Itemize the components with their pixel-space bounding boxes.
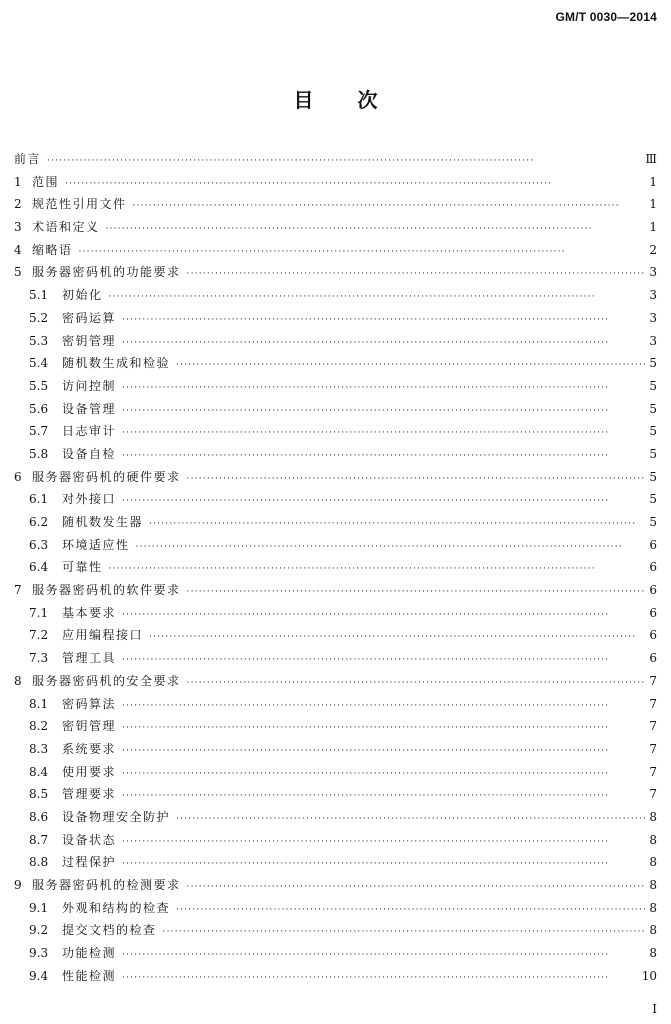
toc-entry-page: 8 <box>649 832 657 847</box>
dot-leader <box>122 332 646 355</box>
toc-entry-label: 服务器密码机的软件要求 <box>32 583 181 598</box>
dot-leader <box>149 513 646 536</box>
toc-entry-label: 初始化 <box>62 288 103 303</box>
dot-leader <box>79 241 646 264</box>
dot-leader <box>187 263 646 286</box>
dot-leader <box>122 717 646 740</box>
toc-entry-number: 9.1 <box>29 900 49 915</box>
toc-entry-number: 7.1 <box>29 605 49 620</box>
toc-entry-label: 服务器密码机的检测要求 <box>32 878 181 892</box>
toc-entry-page: 6 <box>649 628 657 643</box>
toc-entry-page: Ⅲ <box>645 152 657 166</box>
toc-entry-label: 随机数生成和检验 <box>62 356 171 371</box>
toc-entry-page: 5 <box>649 446 657 461</box>
toc-entry-label: 过程保护 <box>62 855 117 870</box>
dot-leader <box>109 558 646 581</box>
toc-entry-page: 5 <box>649 492 657 507</box>
toc-entry-page: 8 <box>649 809 657 824</box>
dot-leader <box>187 672 646 695</box>
dot-leader <box>122 763 646 786</box>
toc-entry-number: 9.3 <box>29 946 49 961</box>
toc-entry-label: 密钥管理 <box>62 719 117 734</box>
toc-entry-number: 6.1 <box>29 492 49 507</box>
toc-entry-number: 7.2 <box>29 628 49 643</box>
dot-leader <box>122 785 646 808</box>
toc-entry-number: 8.5 <box>29 787 49 802</box>
toc-entry-label: 外观和结构的检查 <box>62 900 171 915</box>
toc-entry-page: 10 <box>641 968 657 983</box>
toc-entry-page: 2 <box>649 242 657 257</box>
toc-entry[interactable] <box>14 443 657 466</box>
toc-entry-page: 6 <box>649 537 657 552</box>
toc-entry-number: 5.7 <box>29 424 49 439</box>
toc-entry-number: 8.7 <box>29 832 49 847</box>
toc-entry-page: 7 <box>649 673 657 688</box>
dot-leader <box>122 490 646 513</box>
toc-entry-label: 访问控制 <box>62 378 117 393</box>
toc-entry-number: 5 <box>14 265 22 280</box>
dot-leader <box>176 354 646 377</box>
table-of-contents <box>14 148 657 987</box>
toc-entry-number: 3 <box>14 220 22 235</box>
toc-entry-label: 设备物理安全防护 <box>62 809 171 824</box>
dot-leader <box>122 649 646 672</box>
toc-entry[interactable] <box>14 193 657 216</box>
toc-entry-number: 6.2 <box>29 515 49 529</box>
dot-leader <box>136 536 646 559</box>
toc-entry-page: 5 <box>649 356 657 371</box>
toc-entry-label: 密钥管理 <box>62 333 117 348</box>
toc-entry-number: 6 <box>14 469 22 484</box>
dot-leader <box>106 218 646 241</box>
toc-entry-page: 3 <box>649 265 657 280</box>
toc-entry[interactable] <box>14 624 657 647</box>
toc-entry[interactable] <box>14 942 657 965</box>
dot-leader <box>109 286 646 309</box>
toc-entry-label: 服务器密码机的安全要求 <box>32 673 181 688</box>
toc-entry-number: 4 <box>14 242 22 257</box>
toc-entry-label: 术语和定义 <box>32 220 100 235</box>
toc-entry[interactable] <box>14 307 657 330</box>
toc-entry[interactable] <box>14 420 657 443</box>
toc-entry-page: 5 <box>649 378 657 393</box>
toc-entry-label: 密码运算 <box>62 310 117 325</box>
toc-entry[interactable] <box>14 897 657 920</box>
toc-entry-page: 3 <box>649 310 657 325</box>
dot-leader <box>187 876 646 899</box>
dot-leader <box>122 967 639 990</box>
toc-entry-label: 服务器密码机的功能要求 <box>32 265 181 280</box>
toc-entry[interactable] <box>14 693 657 716</box>
toc-entry-number: 8.6 <box>29 809 49 824</box>
toc-entry-page: 8 <box>649 900 657 915</box>
toc-entry-number: 5.1 <box>29 288 49 303</box>
page-title: 目次 <box>293 88 422 112</box>
toc-entry-page: 8 <box>649 923 657 938</box>
toc-entry-label: 设备自检 <box>62 446 117 461</box>
dot-leader <box>122 309 646 332</box>
toc-entry[interactable] <box>14 715 657 738</box>
toc-entry-number: 7 <box>14 583 22 598</box>
toc-entry-page: 1 <box>649 174 657 189</box>
toc-entry[interactable] <box>14 148 657 171</box>
toc-entry-label: 密码算法 <box>62 696 117 711</box>
toc-entry-page: 7 <box>649 719 657 734</box>
toc-entry[interactable] <box>14 783 657 806</box>
dot-leader <box>65 173 646 196</box>
toc-entry-label: 应用编程接口 <box>62 628 144 643</box>
toc-entry[interactable] <box>14 761 657 784</box>
toc-entry-label: 可靠性 <box>62 560 103 575</box>
toc-entry-number: 6.4 <box>29 560 49 575</box>
toc-entry[interactable] <box>14 284 657 307</box>
toc-entry-number: 8.2 <box>29 719 49 734</box>
dot-leader <box>122 604 646 627</box>
toc-entry-number: 1 <box>14 174 22 189</box>
toc-entry-page: 5 <box>649 424 657 439</box>
toc-entry-label: 缩略语 <box>32 242 73 257</box>
toc-entry[interactable] <box>14 352 657 375</box>
toc-entry-label: 管理工具 <box>62 651 117 666</box>
toc-entry-page: 8 <box>649 946 657 961</box>
toc-entry[interactable] <box>14 919 657 942</box>
toc-entry[interactable] <box>14 965 657 988</box>
toc-entry-number: 5.4 <box>29 356 49 371</box>
toc-entry-label: 日志审计 <box>62 424 117 439</box>
toc-entry-label: 使用要求 <box>62 764 117 779</box>
toc-entry-label: 系统要求 <box>62 741 117 756</box>
toc-entry[interactable] <box>14 330 657 353</box>
toc-entry-label: 服务器密码机的硬件要求 <box>32 469 181 484</box>
toc-entry-page: 6 <box>649 583 657 598</box>
toc-entry[interactable] <box>14 851 657 874</box>
toc-entry[interactable] <box>14 398 657 421</box>
toc-entry-page: 7 <box>649 764 657 779</box>
dot-leader <box>163 921 646 944</box>
toc-entry[interactable] <box>14 216 657 239</box>
toc-entry[interactable] <box>14 556 657 579</box>
toc-entry-number: 8 <box>14 673 22 688</box>
toc-entry[interactable] <box>14 511 657 534</box>
toc-entry-number: 9.2 <box>29 923 49 938</box>
toc-entry-page: 8 <box>649 878 657 892</box>
dot-leader <box>176 899 646 922</box>
toc-entry-number: 5.8 <box>29 446 49 461</box>
toc-entry[interactable] <box>14 534 657 557</box>
dot-leader <box>122 695 646 718</box>
toc-entry-number: 5.6 <box>29 401 49 416</box>
toc-entry-label: 对外接口 <box>62 492 117 507</box>
toc-entry-page: 7 <box>649 741 657 756</box>
toc-entry-number: 8.4 <box>29 764 49 779</box>
dot-leader <box>122 740 646 763</box>
toc-entry-label: 提交文档的检查 <box>62 923 157 938</box>
toc-entry-page: 5 <box>649 515 657 529</box>
dot-leader <box>133 195 646 218</box>
toc-entry-label: 范围 <box>32 174 60 189</box>
page-number: I <box>652 1002 657 1016</box>
toc-entry-number: 8.1 <box>29 696 49 711</box>
dot-leader <box>122 853 646 876</box>
toc-entry[interactable] <box>14 579 657 602</box>
toc-entry-page: 8 <box>649 855 657 870</box>
toc-entry-label: 设备状态 <box>62 832 117 847</box>
dot-leader <box>122 422 646 445</box>
toc-entry[interactable] <box>14 488 657 511</box>
toc-entry-page: 3 <box>649 288 657 303</box>
dot-leader <box>122 377 646 400</box>
standard-code: GM/T 0030—2014 <box>555 10 657 24</box>
dot-leader <box>47 150 642 173</box>
toc-entry-label: 前言 <box>14 152 42 166</box>
toc-entry[interactable] <box>14 670 657 693</box>
dot-leader <box>176 808 646 831</box>
toc-entry-page: 5 <box>649 401 657 416</box>
toc-entry[interactable] <box>14 466 657 489</box>
dot-leader <box>187 581 646 604</box>
toc-entry-number: 5.2 <box>29 310 49 325</box>
toc-entry-label: 管理要求 <box>62 787 117 802</box>
toc-entry[interactable] <box>14 806 657 829</box>
toc-entry-page: 5 <box>649 469 657 484</box>
toc-entry-page: 6 <box>649 560 657 575</box>
toc-entry[interactable] <box>14 829 657 852</box>
toc-entry-page: 1 <box>649 197 657 212</box>
toc-entry[interactable] <box>14 375 657 398</box>
toc-entry-page: 6 <box>649 605 657 620</box>
toc-entry-label: 功能检测 <box>62 946 117 961</box>
toc-entry-number: 2 <box>14 197 22 212</box>
toc-entry-page: 3 <box>649 333 657 348</box>
toc-entry-number: 9.4 <box>29 968 49 983</box>
dot-leader <box>122 944 646 967</box>
toc-entry-number: 8.3 <box>29 741 49 756</box>
toc-entry-label: 随机数发生器 <box>62 515 144 529</box>
toc-entry[interactable] <box>14 738 657 761</box>
dot-leader <box>122 400 646 423</box>
toc-entry-label: 基本要求 <box>62 605 117 620</box>
dot-leader <box>149 626 646 649</box>
toc-entry-label: 环境适应性 <box>62 537 130 552</box>
toc-entry-label: 设备管理 <box>62 401 117 416</box>
toc-entry[interactable] <box>14 874 657 897</box>
toc-entry-number: 6.3 <box>29 537 49 552</box>
toc-entry[interactable] <box>14 261 657 284</box>
toc-entry-number: 7.3 <box>29 651 49 666</box>
toc-entry-number: 8.8 <box>29 855 49 870</box>
dot-leader <box>187 468 646 491</box>
toc-entry-label: 性能检测 <box>62 968 117 983</box>
toc-entry[interactable] <box>14 171 657 194</box>
toc-entry-page: 7 <box>649 696 657 711</box>
toc-entry-page: 7 <box>649 787 657 802</box>
toc-entry[interactable] <box>14 239 657 262</box>
toc-entry[interactable] <box>14 602 657 625</box>
toc-entry-page: 1 <box>649 220 657 235</box>
toc-entry[interactable] <box>14 647 657 670</box>
toc-entry-number: 5.3 <box>29 333 49 348</box>
toc-entry-page: 6 <box>649 651 657 666</box>
toc-entry-label: 规范性引用文件 <box>32 197 127 212</box>
toc-entry-number: 5.5 <box>29 378 49 393</box>
toc-entry-number: 9 <box>14 878 22 892</box>
dot-leader <box>122 831 646 854</box>
dot-leader <box>122 445 646 468</box>
